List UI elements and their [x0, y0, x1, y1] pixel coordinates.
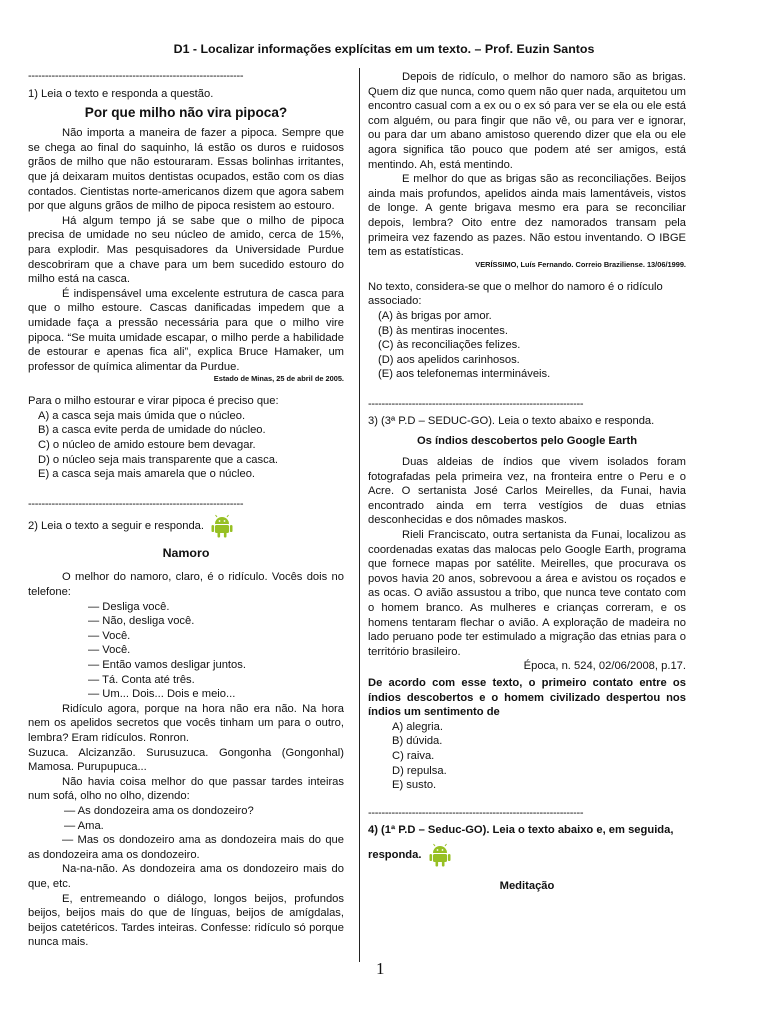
q3-instruction: 3) (3ª P.D – SEDUC-GO). Leia o texto abaixo e responda. — [368, 414, 655, 427]
right-column — [368, 70, 686, 894]
dashed-separator: ---------------------------------------------------------------- — [368, 397, 584, 410]
q2-intro: O melhor do namoro, claro, é o ridículo. Vocês dois no telefone: — [28, 571, 344, 599]
q2-citation: VERÍSSIMO, Luís Fernando. Correio Braziliense. 13/06/1999. — [475, 259, 686, 269]
q2-title: Namoro — [162, 545, 210, 560]
q3-citation: Época, n. 524, 02/06/2008, p.17. — [523, 660, 686, 673]
q2-dialogue-7: — Um... Dois... Dois e meio... — [88, 688, 236, 701]
q2-paragraph-reconcil: E melhor do que as brigas são as reconciliações. Beijos ainda mais profundos, apelidos ainda mais lamentáveis, vistos de longe. A gente brigava mesmo era para se reconciliar depois, lembra? Oito entre dez namorados transam pela primeira vez fazendo as pazes. Não estou inventando. O IBGE tem as estatísticas. — [368, 173, 686, 259]
q1-instruction: 1) Leia o texto e responda a questão. — [28, 88, 214, 100]
q2-dialogue-2: — Não, desliga você. — [88, 615, 195, 628]
q2-instruction-row — [28, 514, 344, 538]
q2-option-e[interactable]: (E) aos telefonemas intermináveis. — [378, 368, 551, 381]
left-column — [28, 70, 344, 950]
q1-option-a[interactable]: A) a casca seja mais úmida que o núcleo. — [38, 409, 246, 422]
q2-paragraph-apelidos: Suzuca. Alcizanzão. Surusuzuca. Gongonha (Gongonhal) Mamosa. Purupupuca... — [28, 746, 344, 774]
q2-instruction: 2) Leia o texto a seguir e responda. — [28, 519, 205, 532]
q3-option-e[interactable]: E) susto. — [392, 779, 437, 792]
q2-dialogue-1: — Desliga você. — [88, 600, 170, 613]
q2-paragraph-nanana: Na-na-não. As dondozeira ama os dondozeiro mais do que, etc. — [28, 863, 344, 890]
q4-instruction-row — [368, 843, 686, 867]
dashed-separator: ---------------------------------------------------------------- — [368, 806, 584, 819]
q3-paragraph-2: Rieli Franciscato, outra sertanista da Funai, localizou as coordenadas exatas das malocas pelo Google Earth, programa que fornece mapas por satélite. Meirelles, que procurava os povos havia 20 anos, sobrevoou a área e avistou os roçados e as ocas. O avião assustou a tribo, que nunca teve contato com o homem branco. As mulheres e crianças correram, e os homens tentaram flechar o avião. A exploração de madeira no lado peruano pode ter estimulado a migração das etnias para o território brasileiro. — [368, 529, 686, 658]
q1-question: Para o milho estourar e virar pipoca é preciso que: — [28, 395, 279, 408]
q3-option-c[interactable]: C) raiva. — [392, 749, 435, 762]
q2-options — [368, 309, 686, 382]
q4-title: Meditação — [499, 880, 555, 893]
q2-paragraph-sofa: Não havia coisa melhor do que passar tardes inteiras num sofá, olho no olho, dizendo: — [28, 775, 344, 803]
q4-instruction: 4) (1ª P.D – Seduc-GO). Leia o texto abaixo e, em seguida, — [368, 823, 674, 836]
q2-option-d[interactable]: (D) aos apelidos carinhosos. — [378, 353, 520, 366]
page-header: D1 - Localizar informações explícitas em um texto. – Prof. Euzin Santos — [173, 42, 595, 56]
q3-question: De acordo com esse texto, o primeiro contato entre os índios descobertos e o homem civilizado despertou nos índios um sentimento de — [368, 676, 686, 719]
q2-option-c[interactable]: (C) às reconciliações felizes. — [378, 339, 521, 352]
q1-option-b[interactable]: B) a casca evite perda de umidade do núcleo. — [38, 424, 266, 437]
q1-paragraph-2: Há algum tempo já se sabe que o milho de pipoca precisa de umidade no seu núcleo de amido, cerca de 15%, para explodir. Mas pesquisadores da Universidade Purdue descobriram que a chave para um bem sucedido estouro do milho está na casca. — [28, 214, 344, 286]
android-icon — [429, 843, 451, 867]
q3-title: Os índios descobertos pelo Google Earth — [416, 435, 638, 448]
q3-option-a[interactable]: A) alegria. — [392, 720, 443, 733]
q2-paragraph-ridiculo: Ridículo agora, porque na hora não era não. Na hora nem os apelidos secretos que vocês tinham um para o outro, lembra? Eram ridículos. Ronron. — [28, 702, 344, 744]
q2-dialogue-5: — Então vamos desligar juntos. — [88, 659, 246, 671]
q1-title: Por que milho não vira pipoca? — [84, 104, 288, 120]
q2-dialogue2-2: — Ama. — [64, 819, 104, 832]
q4-instruction-end: responda. — [368, 849, 422, 862]
android-icon — [211, 514, 233, 538]
q2-dialogue-3: — Você. — [88, 629, 131, 642]
q2-option-a[interactable]: (A) às brigas por amor. — [378, 309, 492, 322]
q1-options — [28, 409, 344, 482]
q1-option-e[interactable]: E) a casca seja mais amarela que o núcleo. — [38, 468, 256, 481]
dashed-separator: ---------------------------------------------------------------- — [28, 497, 244, 510]
column-divider — [359, 68, 360, 962]
q2-paragraph-depois: Depois de ridículo, o melhor do namoro são as brigas. Quem diz que nunca, como quem não quer nada, arquitetou um encontro casual com a ex ou o ex só para ver se ela ou ele está com alguém, ou para fingir que não vê, ou para ver e ignorar, ou para dar um abano amistoso querendo dizer que ela ou ele agora significa tão pouco que podem até ser amigos, está mentindo. Ah, está mentindo. — [368, 71, 686, 171]
q1-citation: Estado de Minas, 25 de abril de 2005. — [213, 374, 344, 384]
q3-option-b[interactable]: B) dúvida. — [392, 735, 443, 748]
page-number: 1 — [376, 959, 385, 978]
q3-options — [368, 720, 686, 793]
q2-paragraph-mas: — Mas os dondozeiro ama as dondozeira mais do que as dondozeira ama os dondozeiro. — [28, 834, 344, 861]
dashed-separator: ---------------------------------------------------------------- — [28, 70, 244, 82]
q2-paragraph-entremeando: E, entremeando o diálogo, longos beijos, profundos beijos, beijos mais do que de línguas, beijos de amígdalas, beijos catetéricos. Tardes inteiras. Confesse: ridículo só porque nunca mais. — [28, 892, 344, 949]
q2-option-b[interactable]: (B) às mentiras inocentes. — [378, 324, 508, 337]
q3-paragraph-1: Duas aldeias de índios que vivem isolados foram fotografadas pela primeira vez, na fronteira entre o Peru e o Acre. O sertanista José Carlos Meirelles, da Funai, havia encontrado ainda em terra vestígios de duas etnias desconhecidas e dos nômades maskos. — [368, 456, 686, 527]
q2-question: No texto, considera-se que o melhor do namoro é o ridículo associado: — [368, 280, 663, 308]
q1-option-d[interactable]: D) o núcleo seja mais transparente que a casca. — [38, 453, 279, 466]
q2-dialogue2-1: — As dondozeira ama os dondozeiro? — [64, 804, 254, 817]
q2-dialogue-4: — Você. — [88, 644, 131, 657]
q1-option-c[interactable]: C) o núcleo de amido estoure bem devagar. — [38, 439, 256, 452]
q3-option-d[interactable]: D) repulsa. — [392, 764, 447, 777]
q2-dialogue-6: — Tá. Conta até três. — [88, 673, 195, 686]
q1-paragraph-3: É indispensável uma excelente estrutura de casca para que o milho estoure. Cascas danificadas impedem que a umidade faça a pressão necessária para que o milho vire pipoca. “Se muita umidade escapar, o milho perde a habilidade de estourar e apenas fica ali”, explica Bruce Hamaker, um professor de química alimentar da Purdue. — [28, 287, 344, 373]
q1-paragraph-1: Não importa a maneira de fazer a pipoca. Sempre que se chega ao final do saquinho, lá estão os duros e ruidosos grãos de milho que não estouraram. Essas bolinhas irritantes, que já deixaram muitos dentistas ocupados, estão com os dias contados. Cientistas norte-americanos dizem que agora sabem por que alguns grãos de milho de pipoca resistem ao estouro. — [28, 127, 344, 213]
